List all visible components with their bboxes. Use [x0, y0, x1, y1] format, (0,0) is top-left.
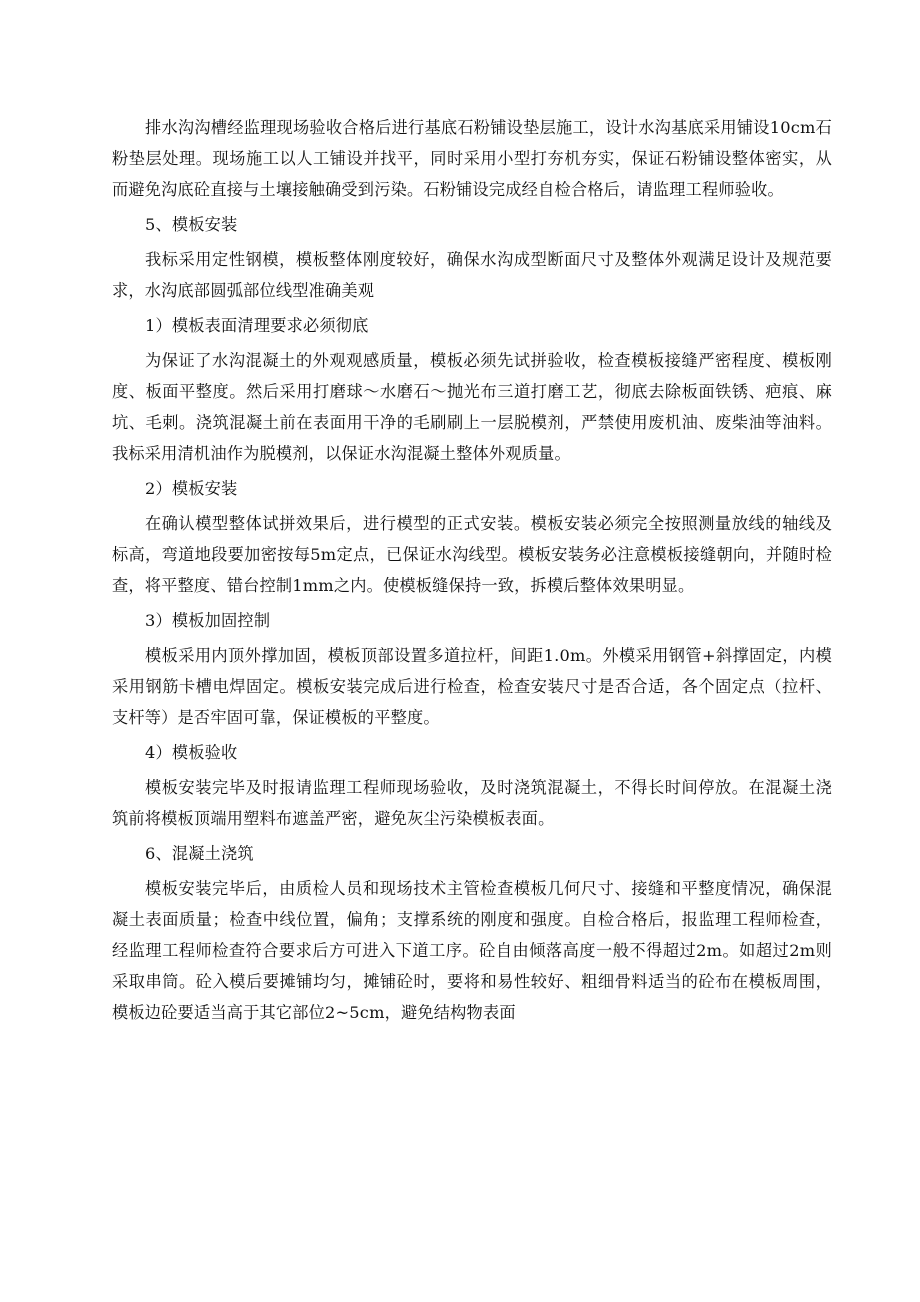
subheading-formwork-acceptance: 4）模板验收: [145, 743, 238, 762]
section-heading-formwork-installation: 5、模板安装: [145, 215, 238, 234]
subheading-surface-cleaning: 1）模板表面清理要求必须彻底: [145, 316, 369, 335]
section-heading-concrete-pouring: 6、混凝土浇筑: [145, 844, 254, 863]
document-page: [112, 112, 832, 1028]
subheading-reinforcement-control: 3）模板加固控制: [145, 611, 271, 630]
paragraph-steel-formwork: 我标采用定性钢模，模板整体刚度较好，确保水沟成型断面尺寸及整体外观满足设计及规范要求，水沟底部圆弧部位线型准确美观: [112, 250, 832, 300]
paragraph-surface-cleaning: 为保证了水沟混凝土的外观观感质量，模板必须先试拼验收，检查模板接缝严密程度、模板刚度、板面平整度。然后采用打磨球～水磨石～抛光布三道打磨工艺，彻底去除板面铁锈、疤痕、麻坑、毛刺。浇筑混凝土前在表面用干净的毛刷刷上一层脱模剂，严禁使用废机油、废柴油等油料。我标采用清机油作为脱模剂，以保证水沟混凝土整体外观质量。: [112, 351, 832, 463]
paragraph-formwork-acceptance: 模板安装完毕及时报请监理工程师现场验收，及时浇筑混凝土，不得长时间停放。在混凝土浇筑前将模板顶端用塑料布遮盖严密，避免灰尘污染模板表面。: [112, 778, 832, 828]
paragraph-concrete-pouring: 模板安装完毕后，由质检人员和现场技术主管检查模板几何尺寸、接缝和平整度情况，确保混凝土表面质量；检查中线位置，偏角；支撑系统的刚度和强度。自检合格后，报监理工程师检查，经监理工程师检查符合要求后方可进入下道工序。砼自由倾落高度一般不得超过2m。如超过2m则采取串筒。砼入模后要摊铺均匀，摊铺砼时，要将和易性较好、粗细骨料适当的砼布在模板周围，模板边砼要适当高于其它部位2~5cm，避免结构物表面: [112, 879, 832, 1022]
paragraph-reinforcement-control: 模板采用内顶外撑加固，模板顶部设置多道拉杆，间距1.0m。外模采用钢管+斜撑固定，内模采用钢筋卡槽电焊固定。模板安装完成后进行检查，检查安装尺寸是否合适，各个固定点（拉杆、支杆等）是否牢固可靠，保证模板的平整度。: [112, 646, 832, 727]
subheading-formwork-install: 2）模板安装: [145, 479, 238, 498]
paragraph-formwork-install: 在确认模型整体试拼效果后，进行模型的正式安装。模板安装必须完全按照测量放线的轴线及标高，弯道地段要加密按每5m定点，已保证水沟线型。模板安装务必注意模板接缝朝向，并随时检查，将平整度、错台控制1mm之内。使模板缝保持一致，拆模后整体效果明显。: [112, 514, 832, 595]
paragraph-foundation-layer: 排水沟沟槽经监理现场验收合格后进行基底石粉铺设垫层施工，设计水沟基底采用铺设10cm石粉垫层处理。现场施工以人工铺设并找平，同时采用小型打夯机夯实，保证石粉铺设整体密实，从而避免沟底砼直接与土壤接触确受到污染。石粉铺设完成经自检合格后，请监理工程师验收。: [112, 118, 832, 199]
